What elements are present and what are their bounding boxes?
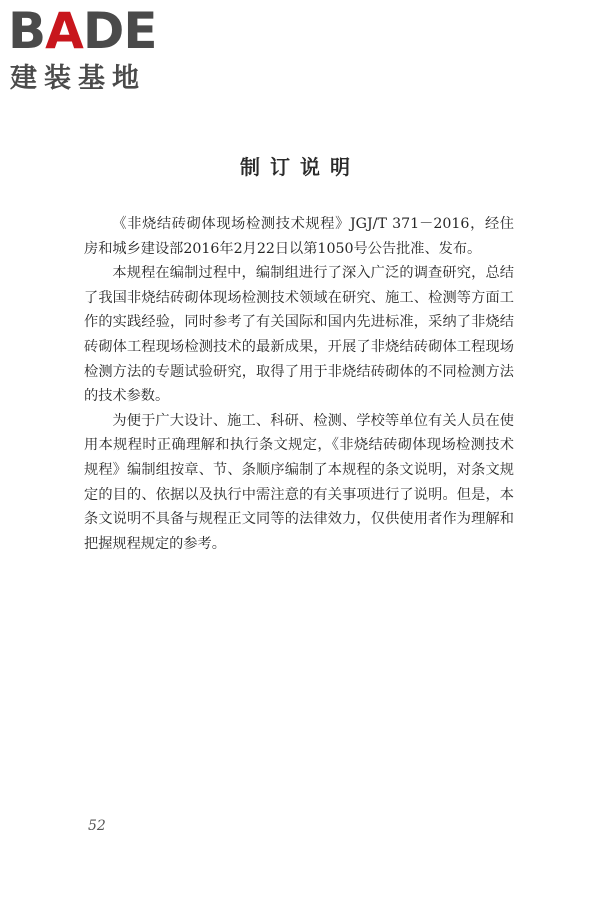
- logo-letter-b: B: [8, 2, 46, 60]
- logo-letters-de: DE: [82, 2, 157, 60]
- page-number: 52: [88, 818, 106, 834]
- body-text: [84, 212, 514, 556]
- brand-logo: [8, 2, 178, 96]
- paragraph-purpose: 为便于广大设计、施工、科研、检测、学校等单位有关人员在使用本规程时正确理解和执行条文规定，《非烧结砖砌体现场检测技术规程》编制组按章、节、条顺序编制了本规程的条文说明，对条文规定的目的、依据以及执行中需注意的有关事项进行了说明。但是，本条文说明不具备与规程正文同等的法律效力，仅供使用者作为理解和把握规程规定的参考。: [84, 412, 514, 552]
- logo-subtitle: 建装基地: [10, 63, 146, 94]
- logo-letter-a-accent: A: [45, 2, 83, 60]
- page-title: 制订说明: [240, 155, 360, 179]
- logo-wordmark: [8, 2, 157, 60]
- paragraph-approval: 《非烧结砖砌体现场检测技术规程》JGJ/T 371－2016，经住房和城乡建设部2016年2月22日以第1050号公告批准、发布。: [84, 216, 514, 257]
- paragraph-compilation: 本规程在编制过程中，编制组进行了深入广泛的调查研究，总结了我国非烧结砖砌体现场检测技术领域在研究、施工、检测等方面工作的实践经验，同时参考了有关国际和国内先进标准，采纳了非烧结砖砌体工程现场检测技术的最新成果，开展了非烧结砖砌体工程现场检测方法的专题试验研究，取得了用于非烧结砖砌体的不同检测方法的技术参数。: [84, 265, 514, 405]
